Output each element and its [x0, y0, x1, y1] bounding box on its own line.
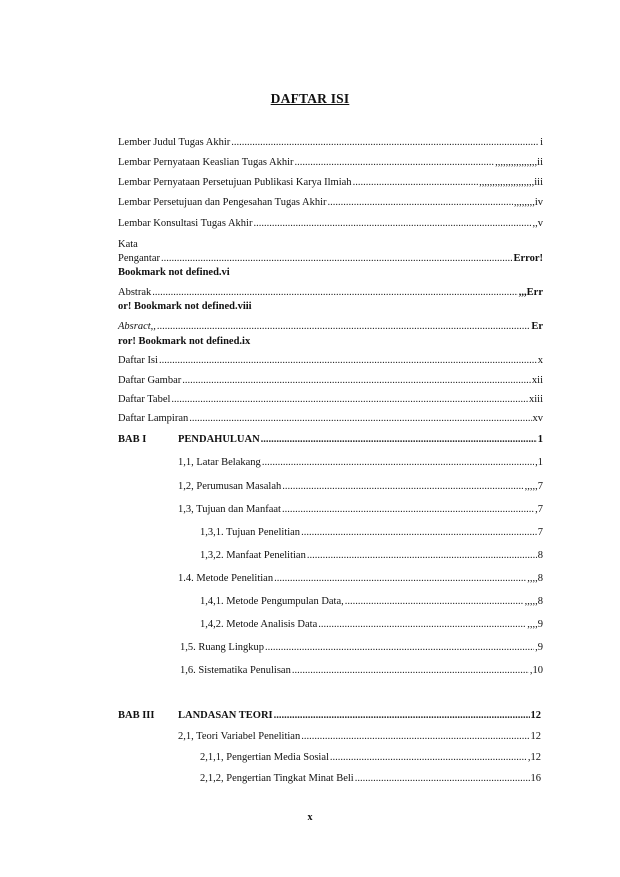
chapter-number: BAB I [118, 434, 147, 445]
toc-subentry-page: ,,,,9 [527, 619, 543, 630]
toc-subentry-page: ,12 [527, 752, 541, 763]
toc-entry-error: Bookmark not defined.vi [118, 267, 230, 278]
toc-subentry-page: 7 [537, 527, 543, 538]
toc-subentry-label: 1,1, Latar Belakang [178, 457, 261, 468]
toc-entry [118, 374, 543, 387]
toc-subentry-label: 1,6. Sistematika Penulisan [180, 665, 291, 676]
toc-entry [118, 156, 543, 169]
toc-subentry [180, 664, 543, 677]
toc-subentry [200, 751, 541, 764]
toc-subentry-page: ,,,,8 [527, 573, 543, 584]
toc-subentry [178, 503, 543, 516]
toc-entry [118, 320, 543, 333]
toc-entry-page: ,,,,,,,,,,,,,,,,ii [495, 157, 543, 168]
toc-entry-label: Daftar Isi [118, 355, 158, 366]
chapter-heading [178, 433, 543, 446]
page-title: DAFTAR ISI [270, 91, 350, 106]
toc-entry-page: ,,v [532, 218, 543, 229]
toc-entry [118, 286, 543, 299]
toc-subentry-label: 1.4. Metode Penelitian [178, 573, 274, 584]
toc-entry [118, 196, 543, 209]
toc-subentry [200, 595, 543, 608]
toc-entry-label: Daftar Tabel [118, 394, 171, 405]
chapter-title: LANDASAN TEORI [178, 710, 273, 721]
toc-subentry-page: ,10 [529, 665, 543, 676]
toc-entry-error: or! Bookmark not defined.viii [118, 301, 252, 312]
toc-subentry-label: 1,4,1. Metode Pengumpulan Data, [200, 596, 344, 607]
toc-subentry [200, 618, 543, 631]
toc-entry-label: Daftar Gambar [118, 375, 182, 386]
toc-entry [118, 252, 543, 265]
toc-subentry-label: 1,3,1. Tujuan Penelitian [200, 527, 301, 538]
page-number: x [307, 812, 313, 823]
toc-entry-page: ,,,,,,,,,,,,,,,,,,,,,iii [479, 177, 543, 188]
toc-entry-page: Er [531, 321, 543, 332]
toc-subentry [178, 456, 543, 469]
toc-entry-error: ror! Bookmark not defined.ix [118, 336, 251, 347]
toc-entry-label: Lember Judul Tugas Akhir [118, 137, 231, 148]
toc-subentry-label: 1,3, Tujuan dan Manfaat [178, 504, 281, 515]
toc-subentry [178, 730, 541, 743]
toc-entry-page: ,,,,,,,,iv [513, 197, 543, 208]
toc-entry [118, 176, 543, 189]
toc-entry-page: xv [532, 413, 543, 424]
toc-entry [118, 217, 543, 230]
chapter-title: PENDAHULUAN [178, 434, 260, 445]
toc-entry-label: Kata [118, 239, 138, 250]
chapter-page: 12 [530, 710, 541, 721]
toc-subentry-label: 2,1,1, Pengertian Media Sosial [200, 752, 329, 763]
toc-subentry [200, 526, 543, 539]
toc-subentry-page: 8 [537, 550, 543, 561]
toc-subentry [178, 572, 543, 585]
toc-subentry-label: 1,5. Ruang Lingkup [180, 642, 264, 653]
toc-entry-label: Daftar Lampiran [118, 413, 189, 424]
toc-entry-page: x [537, 355, 543, 366]
toc-subentry-label: 1,2, Perumusan Masalah [178, 481, 282, 492]
chapter-number: BAB III [118, 710, 155, 721]
toc-entry [118, 354, 543, 367]
toc-subentry [200, 772, 541, 785]
toc-subentry-label: 1,4,2. Metode Analisis Data [200, 619, 318, 630]
toc-subentry-page: 16 [530, 773, 541, 784]
toc-entry-page: xiii [528, 394, 543, 405]
toc-subentry-label: 2,1, Teori Variabel Penelitian [178, 731, 301, 742]
toc-subentry [178, 480, 543, 493]
toc-subentry-page: ,,,,,8 [524, 596, 543, 607]
toc-entry-label: Lembar Pernyataan Keaslian Tugas Akhir [118, 157, 294, 168]
toc-subentry-page: ,1 [535, 457, 543, 468]
toc-entry-label: Abstrak [118, 287, 152, 298]
toc-entry [118, 136, 543, 149]
toc-subentry-page: ,7 [535, 504, 543, 515]
toc-subentry-page: ,9 [535, 642, 543, 653]
toc-entry [118, 393, 543, 406]
toc-entry-page: ,,,Err [518, 287, 543, 298]
toc-entry-label: Pengantar [118, 253, 160, 264]
toc-subentry-label: 1,3,2. Manfaat Penelitian [200, 550, 306, 561]
toc-subentry-page: 12 [530, 731, 541, 742]
toc-entry-label: Lembar Persetujuan dan Pengesahan Tugas Akhir [118, 197, 327, 208]
toc-subentry [180, 641, 543, 654]
chapter-heading [178, 709, 541, 722]
toc-entry-page: Error! [513, 253, 543, 264]
toc-subentry [200, 549, 543, 562]
toc-subentry-page: ,,,,,7 [524, 481, 543, 492]
toc-subentry-label: 2,1,2, Pengertian Tingkat Minat Beli [200, 773, 354, 784]
toc-entry-label: Lembar Konsultasi Tugas Akhir [118, 218, 253, 229]
toc-entry-label: Absract,, [118, 321, 156, 332]
toc-entry-label: Lembar Pernyataan Persetujuan Publikasi Karya Ilmiah [118, 177, 352, 188]
toc-entry-page: i [540, 137, 543, 148]
toc-entry [118, 412, 543, 425]
chapter-page: 1 [537, 434, 543, 445]
toc-entry-page: xii [531, 375, 543, 386]
